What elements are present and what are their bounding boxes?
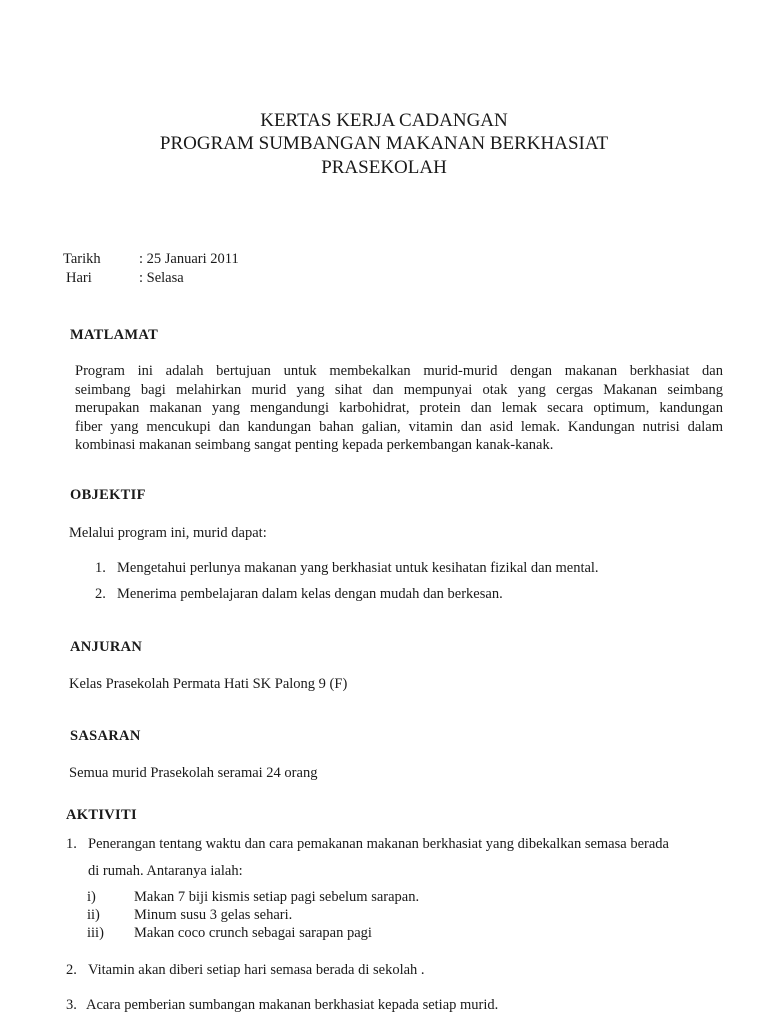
objektif-heading: OBJEKTIF [70, 487, 146, 503]
tarikh-value: : 25 Januari 2011 [139, 251, 239, 267]
aktiviti-item-text: Penerangan tentang waktu dan cara pemakanan makanan berkhasiat yang dibekalkan semasa berada [88, 836, 669, 852]
aktiviti-subitem-text: Makan 7 biji kismis setiap pagi sebelum sarapan. [134, 889, 420, 905]
hari-value: : Selasa [139, 270, 184, 286]
aktiviti-item-1-continuation: di rumah. Antaranya ialah: [88, 863, 243, 879]
tarikh-label: Tarikh [63, 251, 101, 267]
aktiviti-subitem-number: ii) [87, 907, 100, 923]
aktiviti-subitem-number: i) [87, 889, 96, 905]
anjuran-text: Kelas Prasekolah Permata Hati SK Palong 9 (F) [69, 676, 348, 692]
sasaran-heading: SASARAN [70, 728, 141, 744]
matlamat-line: seimbang bagi melahirkan murid yang sihat dan mempunyai otak yang cergas Makanan seimbang [75, 381, 723, 398]
title-line-2: PROGRAM SUMBANGAN MAKANAN BERKHASIAT [159, 133, 609, 154]
matlamat-line: merupakan makanan yang mengandungi karbohidrat, protein dan lemak secara optimum, kandungan [75, 400, 723, 417]
aktiviti-item-number: 3. [66, 997, 77, 1013]
aktiviti-item-1 [66, 836, 669, 853]
aktiviti-item-text: Acara pemberian sumbangan makanan berkhasiat kepada setiap murid. [86, 997, 499, 1013]
aktiviti-subitem-text: Makan coco crunch sebagai sarapan pagi [134, 925, 372, 941]
aktiviti-subitem [87, 889, 419, 906]
aktiviti-item-number: 2. [66, 962, 77, 978]
objektif-item-text: Menerima pembelajaran dalam kelas dengan mudah dan berkesan. [117, 586, 503, 602]
aktiviti-item-2 [66, 962, 425, 979]
sasaran-text: Semua murid Prasekolah seramai 24 orang [69, 765, 318, 781]
objektif-item-text: Mengetahui perlunya makanan yang berkhasiat untuk kesihatan fizikal dan mental. [117, 560, 599, 576]
matlamat-line: fiber yang mencukupi dan kandungan bahan galian, vitamin dan asid lemak. Kandungan nutrisi dalam [75, 418, 723, 435]
objektif-item [95, 560, 599, 577]
matlamat-paragraph [75, 362, 723, 455]
aktiviti-item-text: Vitamin akan diberi setiap hari semasa berada di sekolah . [88, 962, 425, 978]
matlamat-line: Program ini adalah bertujuan untuk membekalkan murid-murid dengan makanan berkhasiat dan [75, 363, 723, 379]
matlamat-line: kombinasi makanan seimbang sangat penting kepada perkembangan kanak-kanak. [75, 437, 554, 454]
objektif-item-number: 1. [95, 560, 106, 576]
aktiviti-item-3 [66, 997, 498, 1014]
title-line-1: KERTAS KERJA CADANGAN [260, 110, 508, 131]
aktiviti-subitem-number: iii) [87, 925, 104, 941]
aktiviti-subitem [87, 925, 372, 942]
aktiviti-heading: AKTIVITI [66, 807, 137, 823]
objektif-intro: Melalui program ini, murid dapat: [69, 525, 267, 541]
aktiviti-item-number: 1. [66, 836, 77, 852]
aktiviti-subitem [87, 907, 292, 924]
objektif-item-number: 2. [95, 586, 106, 602]
aktiviti-subitem-text: Minum susu 3 gelas sehari. [134, 907, 293, 923]
hari-label: Hari [66, 270, 92, 286]
matlamat-heading: MATLAMAT [70, 327, 159, 343]
anjuran-heading: ANJURAN [70, 639, 143, 655]
title-line-3: PRASEKOLAH [321, 157, 447, 178]
objektif-item [95, 586, 503, 603]
